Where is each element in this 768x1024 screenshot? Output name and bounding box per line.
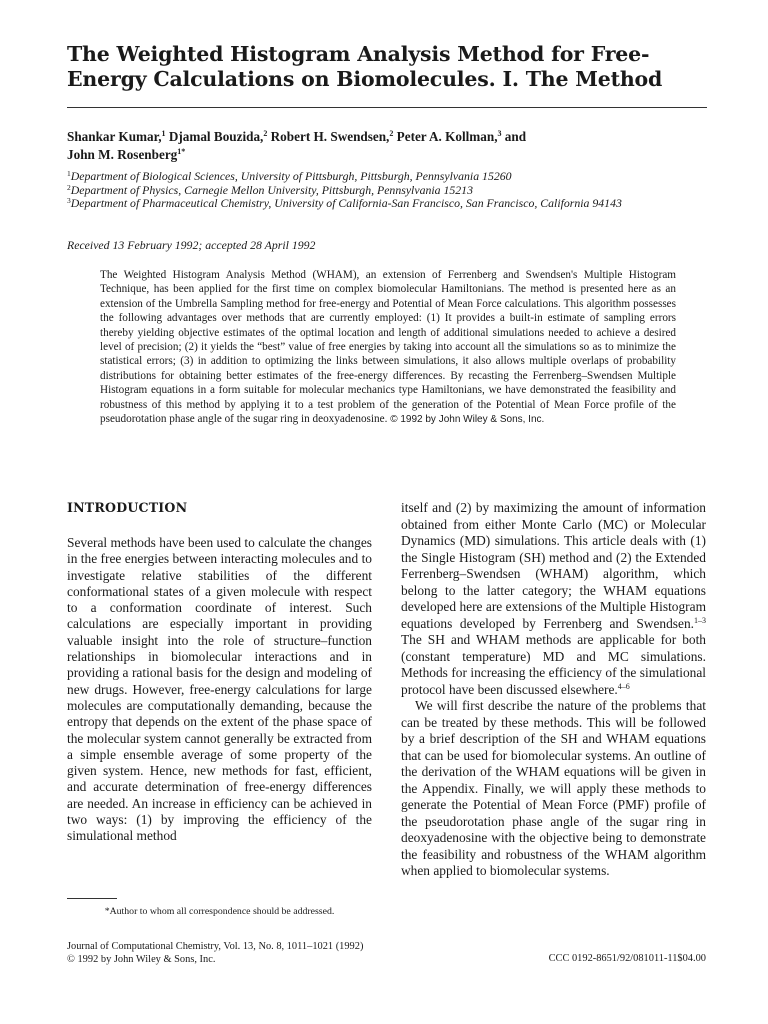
ccc-code: CCC 0192-8651/92/081011-11$04.00 [548,953,706,964]
author-name: John M. Rosenberg [67,147,178,162]
affiliation-mark: 3 [67,196,71,205]
body-text: The SH and WHAM methods are applicable for both (constant temperature) MD and MC simulations. Methods for increasing the efficiency of the simulational protocol have been discussed elsewhere. [401,632,706,697]
author-affiliation-mark: 3 [497,129,502,138]
affiliation-mark: 1 [67,169,71,178]
body-paragraph [401,500,706,698]
author-affiliation-mark: 1* [177,147,186,156]
author-affiliation-mark: 2 [389,129,394,138]
left-column [67,500,372,845]
affiliation [67,170,707,184]
affiliation-text: Department of Physics, Carnegie Mellon University, Pittsburgh, Pennsylvania 15213 [70,182,473,197]
abstract-copyright: © 1992 by John Wiley & Sons, Inc. [390,414,545,426]
author-list [67,128,707,164]
author-name: Shankar Kumar, [67,129,162,144]
author-name: Peter A. Kollman, [396,129,498,144]
affiliation-list [67,170,707,211]
body-paragraph: We will first describe the nature of the problems that can be treated by these methods. This will be followed by a brief description of the SH and WHAM equations that can be used for biomolecular systems. An outline of the derivation of the WHAM equations will be given in the Appendix. Finally, we will apply these methods to generate the Potential of Mean Force (PMF) profile of the pseudorotation phase angle of the sugar ring in deoxyadenosine with the objective being to demonstrate the feasibility and robustness of the WHAM algorithm when applied to biomolecular systems. [401,698,706,878]
citation-ref: 4–6 [617,681,630,691]
affiliation-text: Department of Pharmaceutical Chemistry, University of California-San Francisco, San Francisco, California 94143 [70,196,622,210]
journal-copyright: © 1992 by John Wiley & Sons, Inc. [67,953,216,965]
abstract [100,268,676,427]
corresponding-author-footnote: *Author to whom all correspondence should be addressed. [104,906,335,917]
affiliation-text: Department of Biological Sciences, University of Pittsburgh, Pittsburgh, Pennsylvania 15260 [70,169,512,183]
author-affiliation-mark: 1 [161,129,166,138]
affiliation [67,184,707,198]
affiliation-mark: 2 [67,182,71,192]
author-name: Djamal Bouzida, [168,129,264,144]
article-title: The Weighted Histogram Analysis Method for Free-Energy Calculations on Biomolecules. I. The Method [67,42,663,91]
abstract-text: The Weighted Histogram Analysis Method (WHAM), an extension of Ferrenberg and Swendsen's Multiple Histogram Technique, has been applied for the first time on complex biomolecular Hamiltonians. The method is presented here as an extension of the Umbrella Sampling method for free-energy and Potential of Mean Force calculations. This algorithm possesses the following advantages over methods that are currently employed: (1) It provides a built-in estimate of sampling errors thereby yielding objective estimates of the optimal location and length of additional simulations needed to achieve a desired level of precision; (2) it yields the “best” value of free energies by taking into account all the simulations so as to minimize the statistical errors; (3) in addition to optimizing the links between simulations, it also allows multiple overlaps of probability distributions for obtaining better estimates of the free-energy differences. By recasting the Ferrenberg–Swendsen Multiple Histogram equations in a form suitable for molecular mechanics type Hamiltonians, we have demonstrated the feasibility and robustness of this method by applying it to a test problem of the generation of the Potential of Mean Force profile of the pseudorotation phase angle of the sugar ring in deoxyadenosine. [100,269,676,426]
footnote-rule [67,898,117,899]
received-dates: Received 13 February 1992; accepted 28 April 1992 [67,238,316,252]
body-text: itself and (2) by maximizing the amount of information obtained from either Monte Carlo (MC) or Molecular Dynamics (MD) simulations. This article deals with (1) the Single Histogram (SH) method and (2) the Extended Ferrenberg–Swendsen (WHAM) algorithm, which belong to the latter category; the WHAM equations developed here are extensions of the Multiple Histogram equations developed by Ferrenberg and Swendsen. [401,500,706,631]
citation-ref: 1–3 [694,615,706,625]
author-name: Robert H. Swendsen, [270,129,390,144]
affiliation [67,197,707,211]
author-affiliation-mark: 2 [263,129,268,138]
title-rule [67,107,707,108]
right-column [401,500,706,880]
body-paragraph: Several methods have been used to calculate the changes in the free energies between interacting molecules and to investigate relative stabilities of the different conformational states of a given molecule with respect to a conformation coordinate of interest. Such calculations are especially important in providing valuable insight into the role of structure–function relationships in biomolecular interactions and in providing a rational basis for the design and modeling of new drugs. However, free-energy calculations for large molecules are computationally demanding, because the entropy that depends on the extent of the phase space of the molecular system cannot generally be extracted from a simple ensemble average of some property of the given system. Hence, new methods for fast, efficient, and accurate determination of free-energy differences are needed. An increase in efficiency can be achieved in two ways: (1) by improving the efficiency of the simulational method [67,535,372,844]
journal-name: Journal of Computational Chemistry, Vol. 13, No. 8, 1011–1021 (1992) [67,941,364,952]
journal-citation [67,941,467,966]
section-heading: INTRODUCTION [67,500,188,515]
author-conjunction: and [504,129,527,144]
